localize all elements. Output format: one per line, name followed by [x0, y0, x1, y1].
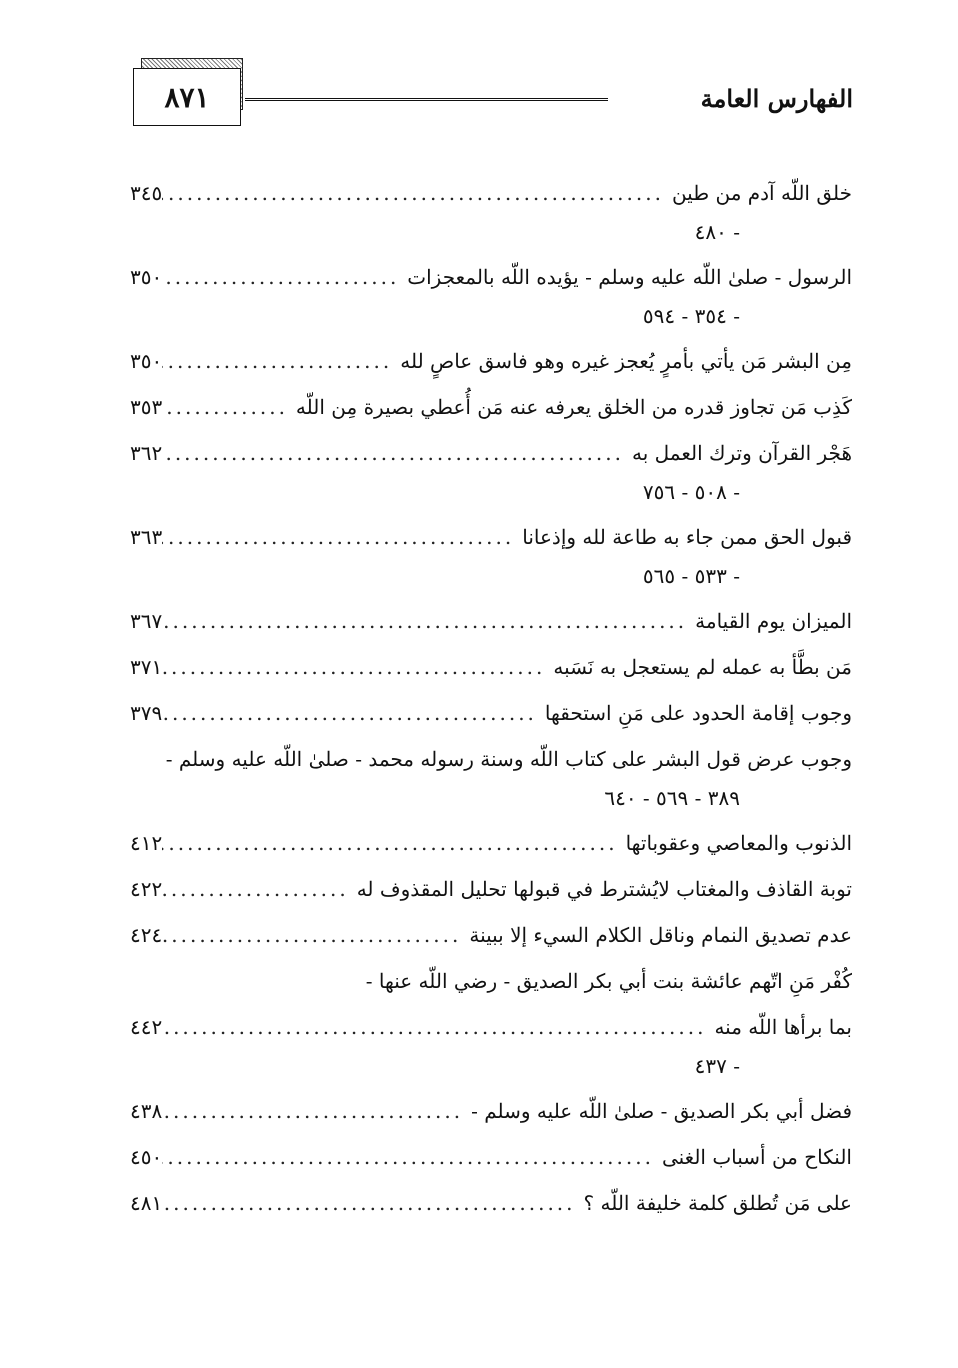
entry-title: مَن بطَّأ به عمله لم يستعجل به نَسَبه — [553, 655, 852, 679]
entry-line — [130, 1180, 852, 1226]
index-entry — [130, 736, 852, 820]
entry-page-number: ٣٥٠ — [130, 265, 163, 289]
dot-leader — [162, 866, 348, 912]
entry-page-number: ٤٤٢ — [130, 1015, 163, 1039]
entry-page-number: ٣٧١ — [130, 655, 163, 679]
dot-leader — [162, 912, 461, 958]
entry-title: الميزان يوم القيامة — [695, 609, 852, 633]
index-entry — [130, 430, 852, 514]
entry-page-number: ٤٢٢ — [130, 877, 163, 901]
entry-title: وجوب إقامة الحدود على مَنِ استحقها — [544, 701, 852, 725]
entry-title: قبول الحق ممن جاء به طاعة لله وإذعانا — [522, 525, 852, 549]
entry-line — [130, 1134, 852, 1180]
entry-page-number: ٤٥٠ — [130, 1145, 163, 1169]
dot-leader — [162, 254, 399, 300]
dot-leader — [162, 1180, 575, 1226]
section-title: الفهارس العامة — [700, 84, 853, 113]
index-entry — [130, 384, 852, 430]
entry-continuation-pages: - ٤٨٠ — [694, 220, 740, 244]
entry-title: الرسول - صلىٰ اللّه عليه وسلم - يؤيده اللّه بالمعجزات — [407, 265, 852, 289]
entry-line — [130, 866, 852, 912]
entry-page-number: ٣٥٠ — [130, 349, 163, 373]
entry-page-number: ٤٣٨ — [130, 1099, 163, 1123]
index-entry — [130, 338, 852, 384]
entry-page-number: ٣٧٩ — [130, 701, 163, 725]
entry-title: خلق اللّه آدم من طين — [671, 181, 852, 205]
header-rule — [245, 98, 608, 101]
index-entry — [130, 690, 852, 736]
entry-line — [130, 1088, 852, 1134]
entry-line — [130, 430, 852, 476]
entry-line — [130, 644, 852, 690]
dot-leader — [162, 1088, 463, 1134]
entry-line — [130, 338, 852, 384]
dot-leader — [162, 598, 687, 644]
dot-leader — [162, 690, 537, 736]
entry-title: النكاح من أسباب الغنى — [661, 1145, 852, 1169]
entry-title: هَجْر القرآن وترك العمل به — [631, 441, 852, 465]
entry-line — [130, 958, 852, 1004]
index-entry — [130, 644, 852, 690]
entry-title: الذنوب والمعاصي وعقوباتها — [625, 831, 852, 855]
entry-title: كَذِب مَن تجاوز قدره من الخلق يعرفه عنه مَن أُعطي بصيرة مِن اللّه — [295, 395, 852, 419]
index-entries — [130, 170, 852, 1226]
entry-wrap-line — [130, 1004, 852, 1050]
entry-line — [130, 384, 852, 430]
dot-leader — [162, 514, 514, 560]
entry-continuation-pages: - ٤٣٧ — [694, 1054, 740, 1078]
entry-continuation-pages: - ٣٥٤ - ٥٩٤ — [642, 304, 740, 328]
index-entry — [130, 1180, 852, 1226]
entry-page-number: ٣٦٢ — [130, 441, 163, 465]
entry-line — [130, 598, 852, 644]
entry-title: توبة القاذف والمغتاب لايُشترط في قبولها تحليل المقذوف له — [356, 877, 852, 901]
entry-title: وجوب عرض قول البشر على كتاب اللّه وسنة رسوله محمد - صلىٰ اللّه عليه وسلم - — [165, 747, 852, 771]
index-entry — [130, 866, 852, 912]
page-number: ٨٧١ — [164, 80, 210, 114]
entry-wrap-title: بما برأها اللّه منه — [714, 1015, 852, 1039]
page-header — [133, 58, 853, 128]
page-number-box — [133, 68, 241, 126]
dot-leader — [162, 1004, 706, 1050]
entry-line — [130, 736, 852, 782]
entry-page-number: ٣٦٣ — [130, 525, 163, 549]
index-entry — [130, 820, 852, 866]
index-entry — [130, 514, 852, 598]
dot-leader — [162, 644, 545, 690]
entry-page-number: ٣٤٥ — [130, 181, 163, 205]
entry-continuation-pages: - ٥٣٣ - ٥٦٥ — [642, 564, 740, 588]
dot-leader — [162, 338, 392, 384]
entry-title: فضل أبي بكر الصديق - صلىٰ اللّه عليه وسلم - — [471, 1099, 852, 1123]
entry-line — [130, 514, 852, 560]
dot-leader — [162, 1134, 654, 1180]
entry-page-number: ٣٥٣ — [130, 395, 163, 419]
entry-title: كُفْر مَنِ اتّهم عائشة بنت أبي بكر الصديق - رضي اللّه عنها - — [365, 969, 852, 993]
index-entry — [130, 170, 852, 254]
dot-leader — [162, 384, 288, 430]
entry-page-number: ٤١٢ — [130, 831, 163, 855]
index-entry — [130, 1134, 852, 1180]
entry-line — [130, 820, 852, 866]
entry-title: على مَن تُطلق كلمة خليفة اللّه ؟ — [583, 1191, 852, 1215]
index-entry — [130, 912, 852, 958]
entry-page-number: ٤٢٤ — [130, 923, 163, 947]
dot-leader — [162, 170, 664, 216]
entry-line — [130, 254, 852, 300]
entry-line — [130, 912, 852, 958]
entry-line — [130, 170, 852, 216]
index-entry — [130, 958, 852, 1088]
index-entry — [130, 254, 852, 338]
entry-page-number: ٣٦٧ — [130, 609, 163, 633]
dot-leader — [162, 820, 617, 866]
dot-leader — [162, 430, 624, 476]
entry-continuation-pages: ٣٨٩ - ٥٦٩ - ٦٤٠ — [604, 786, 740, 810]
entry-continuation-pages: - ٥٠٨ - ٧٥٦ — [642, 480, 740, 504]
entry-title: عدم تصديق النمام وناقل الكلام السيء إلا ببينة — [469, 923, 852, 947]
entry-line — [130, 690, 852, 736]
index-entry — [130, 1088, 852, 1134]
entry-page-number: ٤٨١ — [130, 1191, 163, 1215]
index-entry — [130, 598, 852, 644]
entry-title: مِن البشر مَن يأتي بأمرٍ يُعجز غيره وهو فاسق عاصٍ لله — [400, 349, 852, 373]
